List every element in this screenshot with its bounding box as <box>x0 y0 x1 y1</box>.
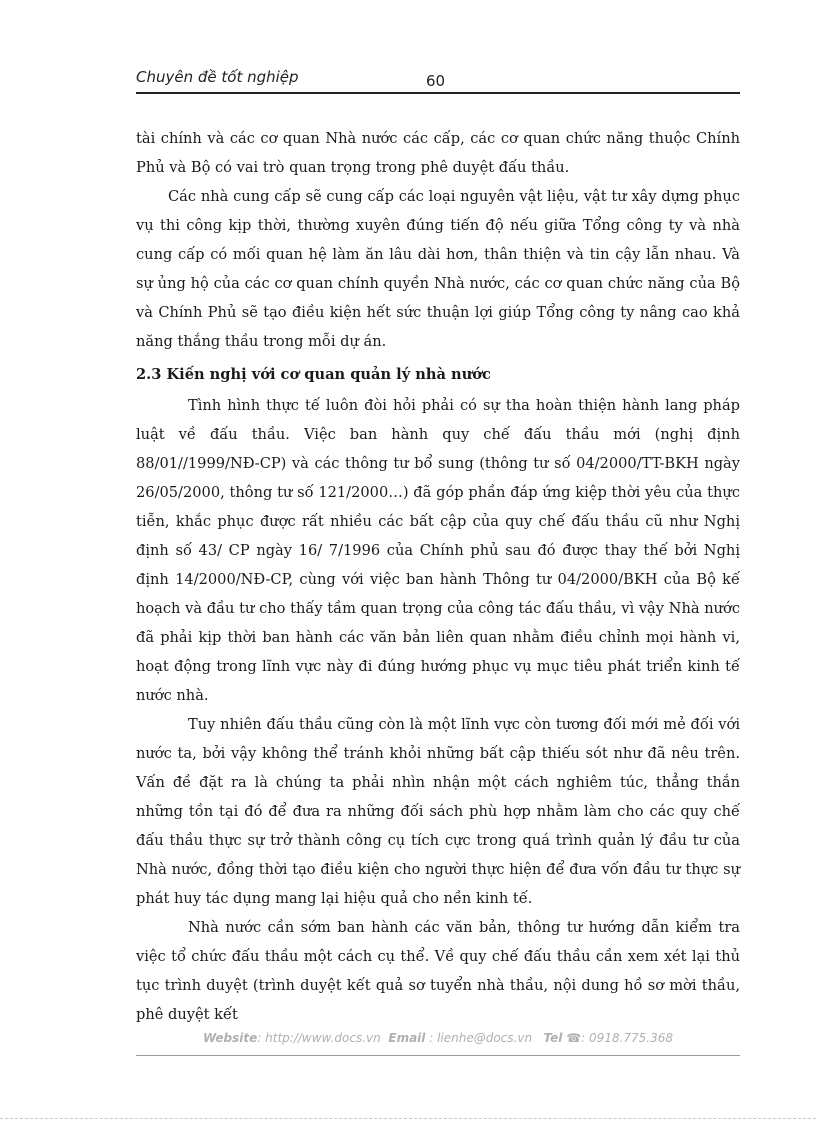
page-bottom-divider <box>0 1118 816 1119</box>
website-link[interactable]: : http://www.docs.vn <box>257 1031 381 1045</box>
website-label: Website <box>202 1031 258 1045</box>
paragraph: Tình hình thực tế luôn đòi hỏi phải có sự tha hoàn thiện hành lang pháp luật về đấu thầu. Việc ban hành quy chế đấu thầu mới (nghị định 88/01//1999/NĐ-CP) và các thông tư bổ sung (thông tư số 04/2000/TT-BKH ngày 26/05/2000, thông tư số 121/2000…) đã góp phần đáp ứng kiệp thời yêu của thực tiễn, khắc phục được rất nhiều các bất cập của quy chế đấu thầu cũ như Nghị định số 43/ CP ngày 16/ 7/1996 của Chính phủ sau đó được thay thế bởi Nghị định 14/2000/NĐ-CP, cùng với việc ban hành Thông tư 04/2000/BKH của Bộ kế hoạch và đầu tư cho thấy tầm quan trọng của công tác đấu thầu, vì vậy Nhà nước đã phải kịp thời ban hành các văn bản liên quan nhằm điều chỉnh mọi hành vi, hoạt động trong lĩnh vực này đi đúng hướng phục vụ mục tiêu phát triển kinh tế nước nhà. <box>136 397 740 704</box>
paragraph: Nhà nước cần sớm ban hành các văn bản, thông tư hướng dẫn kiểm tra việc tổ chức đấu thầu một cách cụ thể. Về quy chế đấu thầu cần xem xét lại thủ tục trình duyệt (trình duyệt kết quả sơ tuyển nhà thầu, nội dung hồ sơ mời thầu, phê duyệt kết <box>136 919 740 1023</box>
paragraph: tài chính và các cơ quan Nhà nước các cấp, các cơ quan chức năng thuộc Chính Phủ và Bộ có vai trò quan trọng trong phê duyệt đấu thầu. <box>136 130 740 176</box>
page-header <box>136 64 740 94</box>
tel-value: : 0918.775.368 <box>581 1031 674 1045</box>
paragraph: Các nhà cung cấp sẽ cung cấp các loại nguyên vật liệu, vật tư xây dựng phục vụ thi công kịp thời, thường xuyên đúng tiến độ nếu giữa Tổng công ty và nhà cung cấp có mối quan hệ làm ăn lâu dài hơn, thân thiện và tin cậy lẫn nhau. Và sự ủng hộ của các cơ quan chính quyền Nhà nước, các cơ quan chức năng của Bộ và Chính Phủ sẽ tạo điều kiện hết sức thuận lợi giúp Tổng công ty nâng cao khả năng thắng thầu trong mỗi dự án. <box>136 188 740 350</box>
document-body <box>136 124 740 1029</box>
document-title: Chuyên đề tốt nghiệp <box>136 68 299 86</box>
email-link[interactable]: : lienhe@docs.vn <box>425 1031 533 1045</box>
page-footer <box>136 1031 740 1056</box>
paragraph: Tuy nhiên đấu thầu cũng còn là một lĩnh vực còn tương đối mới mẻ đối với nước ta, bởi vậy không thể tránh khỏi những bất cập thiếu sót như đã nêu trên. Vấn đề đặt ra là chúng ta phải nhìn nhận một cách nghiêm túc, thẳng thắn những tồn tại đó để đưa ra những đối sách phù hợp nhằm làm cho các quy chế đấu thầu thực sự trở thành công cụ tích cực trong quá trình quản lý đầu tư của Nhà nước, đồng thời tạo điều kiện cho người thực hiện để đưa vốn đầu tư thực sự phát huy tác dụng mang lại hiệu quả cho nền kinh tế. <box>136 716 740 907</box>
page-number: 60 <box>426 72 446 90</box>
phone-icon: ☎ <box>566 1031 582 1045</box>
tel-label: Tel <box>543 1031 563 1045</box>
email-label: Email <box>388 1031 426 1045</box>
section-heading: 2.3 Kiến nghị với cơ quan quản lý nhà nước <box>136 366 491 383</box>
